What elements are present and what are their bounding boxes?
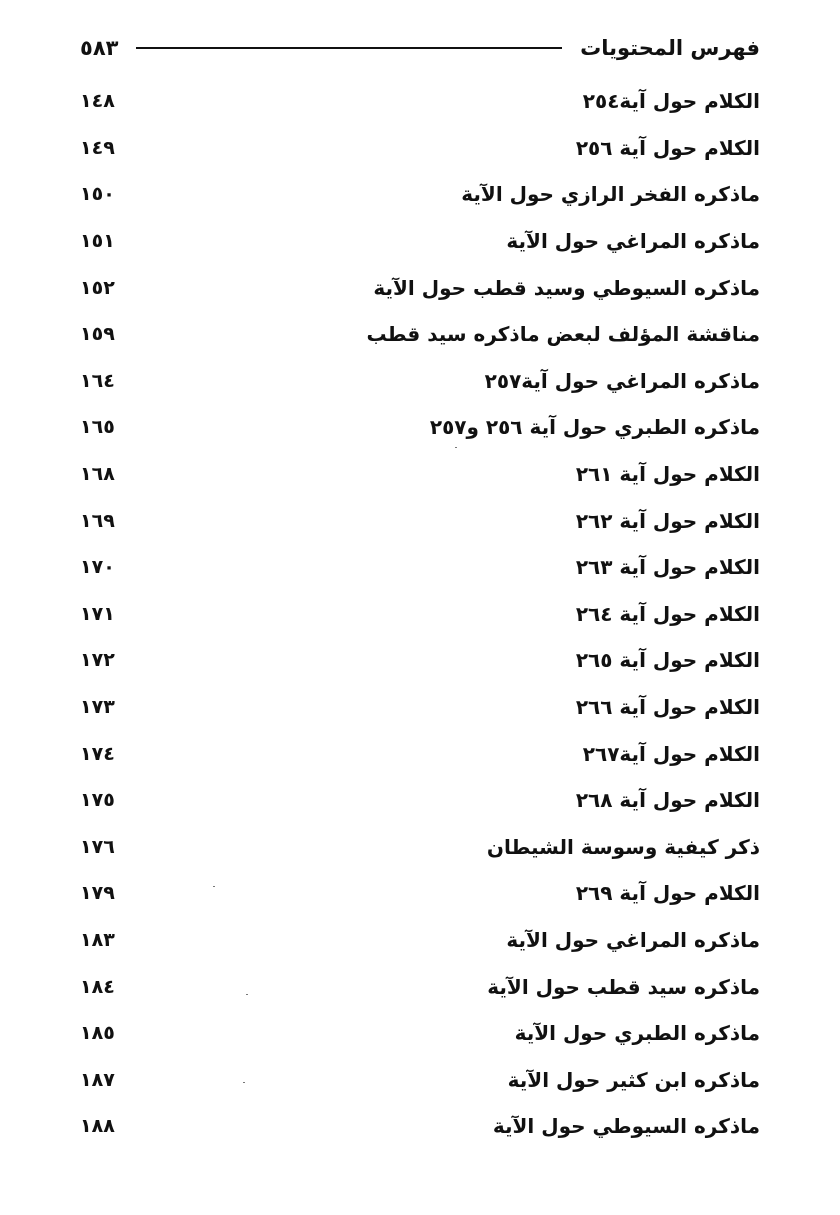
header-title: فهرس المحتويات [580, 36, 760, 60]
toc-entry [80, 730, 760, 777]
toc-page-number: ١٦٤ [80, 369, 115, 392]
scan-speck [213, 886, 215, 887]
toc-entry-title: الكلام حول آية٢٥٤ [582, 89, 760, 114]
toc-entry [80, 637, 760, 684]
toc-entry [80, 1010, 760, 1057]
toc-entry [80, 870, 760, 917]
toc-entry [80, 591, 760, 638]
toc-page-number: ١٥٠ [80, 183, 115, 206]
toc-entry-title: ماذكره الطبري حول آية ٢٥٦ و٢٥٧ [429, 415, 760, 440]
toc-page-number: ١٥١ [80, 230, 115, 253]
toc-entry-title: ماذكره ابن كثير حول الآية [507, 1067, 760, 1092]
toc-entry [80, 171, 760, 218]
toc-page-number: ١٨٧ [80, 1068, 115, 1091]
toc-entry-title: الكلام حول آية ٢٦٩ [575, 881, 760, 906]
toc-entry-title: مناقشة المؤلف لبعض ماذكره سيد قطب [366, 322, 760, 347]
toc-entry-title: ماذكره الفخر الرازي حول الآية [461, 182, 760, 207]
toc-page-number: ١٧١ [80, 602, 115, 625]
scan-speck [243, 1082, 245, 1083]
toc-entry [80, 684, 760, 731]
toc-page-number: ١٧٣ [80, 696, 115, 719]
toc-entry-title: ماذكره المراغي حول الآية [506, 229, 760, 254]
scan-speck [455, 447, 457, 448]
toc-page-number: ١٦٨ [80, 463, 115, 486]
toc-entry-title: ماذكره السيوطي وسيد قطب حول الآية [373, 275, 760, 300]
toc-entry-title: الكلام حول آية ٢٦٨ [575, 788, 760, 813]
toc-entry [80, 1056, 760, 1103]
toc-page-number: ١٧٦ [80, 835, 115, 858]
toc-page-number: ١٧٤ [80, 742, 115, 765]
toc-page-number: ١٨٤ [80, 975, 115, 998]
toc-entry [80, 497, 760, 544]
toc-page-number: ١٧٩ [80, 882, 115, 905]
toc-entry [80, 917, 760, 964]
toc-page-number: ١٤٨ [80, 90, 115, 113]
running-header [80, 30, 760, 66]
header-page-number: ٥٨٣ [80, 36, 119, 60]
toc-entry [80, 264, 760, 311]
toc-entry [80, 824, 760, 871]
toc-page-number: ١٦٥ [80, 416, 115, 439]
toc-entry-title: ذكر كيفية وسوسة الشيطان [486, 834, 760, 859]
toc-page-number: ١٧٥ [80, 789, 115, 812]
toc-entry [80, 311, 760, 358]
toc-page-number: ١٧٠ [80, 556, 115, 579]
toc-entry [80, 451, 760, 498]
toc-entry-title: الكلام حول آية ٢٦٤ [575, 601, 760, 626]
toc-entry [80, 358, 760, 405]
toc-entry [80, 777, 760, 824]
toc-page-number: ١٨٨ [80, 1115, 115, 1138]
toc-list [80, 78, 760, 1150]
toc-entry-title: الكلام حول آية ٢٦٥ [575, 648, 760, 673]
toc-page-number: ١٥٩ [80, 323, 115, 346]
toc-entry [80, 218, 760, 265]
toc-entry-title: الكلام حول آية٢٦٧ [582, 741, 760, 766]
toc-entry [80, 544, 760, 591]
toc-page-number: ١٦٩ [80, 509, 115, 532]
toc-entry [80, 404, 760, 451]
toc-entry-title: الكلام حول آية ٢٦٢ [575, 508, 760, 533]
toc-entry-title: الكلام حول آية ٢٦٦ [575, 695, 760, 720]
toc-entry-title: ماذكره السيوطي حول الآية [492, 1114, 760, 1139]
toc-entry-title: الكلام حول آية ٢٦١ [575, 462, 760, 487]
toc-entry-title: الكلام حول آية ٢٦٣ [575, 555, 760, 580]
toc-entry-title: ماذكره الطبري حول الآية [514, 1021, 760, 1046]
toc-page-number: ١٤٩ [80, 136, 115, 159]
scan-speck [246, 994, 248, 995]
toc-page-number: ١٧٢ [80, 649, 115, 672]
toc-entry [80, 125, 760, 172]
header-rule [136, 47, 562, 49]
toc-entry-title: ماذكره المراغي حول الآية [506, 927, 760, 952]
toc-page-number: ١٨٥ [80, 1022, 115, 1045]
toc-entry-title: ماذكره سيد قطب حول الآية [487, 974, 760, 999]
toc-entry [80, 78, 760, 125]
toc-page-number: ١٥٢ [80, 276, 115, 299]
toc-page-number: ١٨٣ [80, 928, 115, 951]
toc-entry-title: ماذكره المراغي حول آية٢٥٧ [484, 368, 760, 393]
toc-entry [80, 963, 760, 1010]
toc-entry [80, 1103, 760, 1150]
toc-entry-title: الكلام حول آية ٢٥٦ [575, 135, 760, 160]
